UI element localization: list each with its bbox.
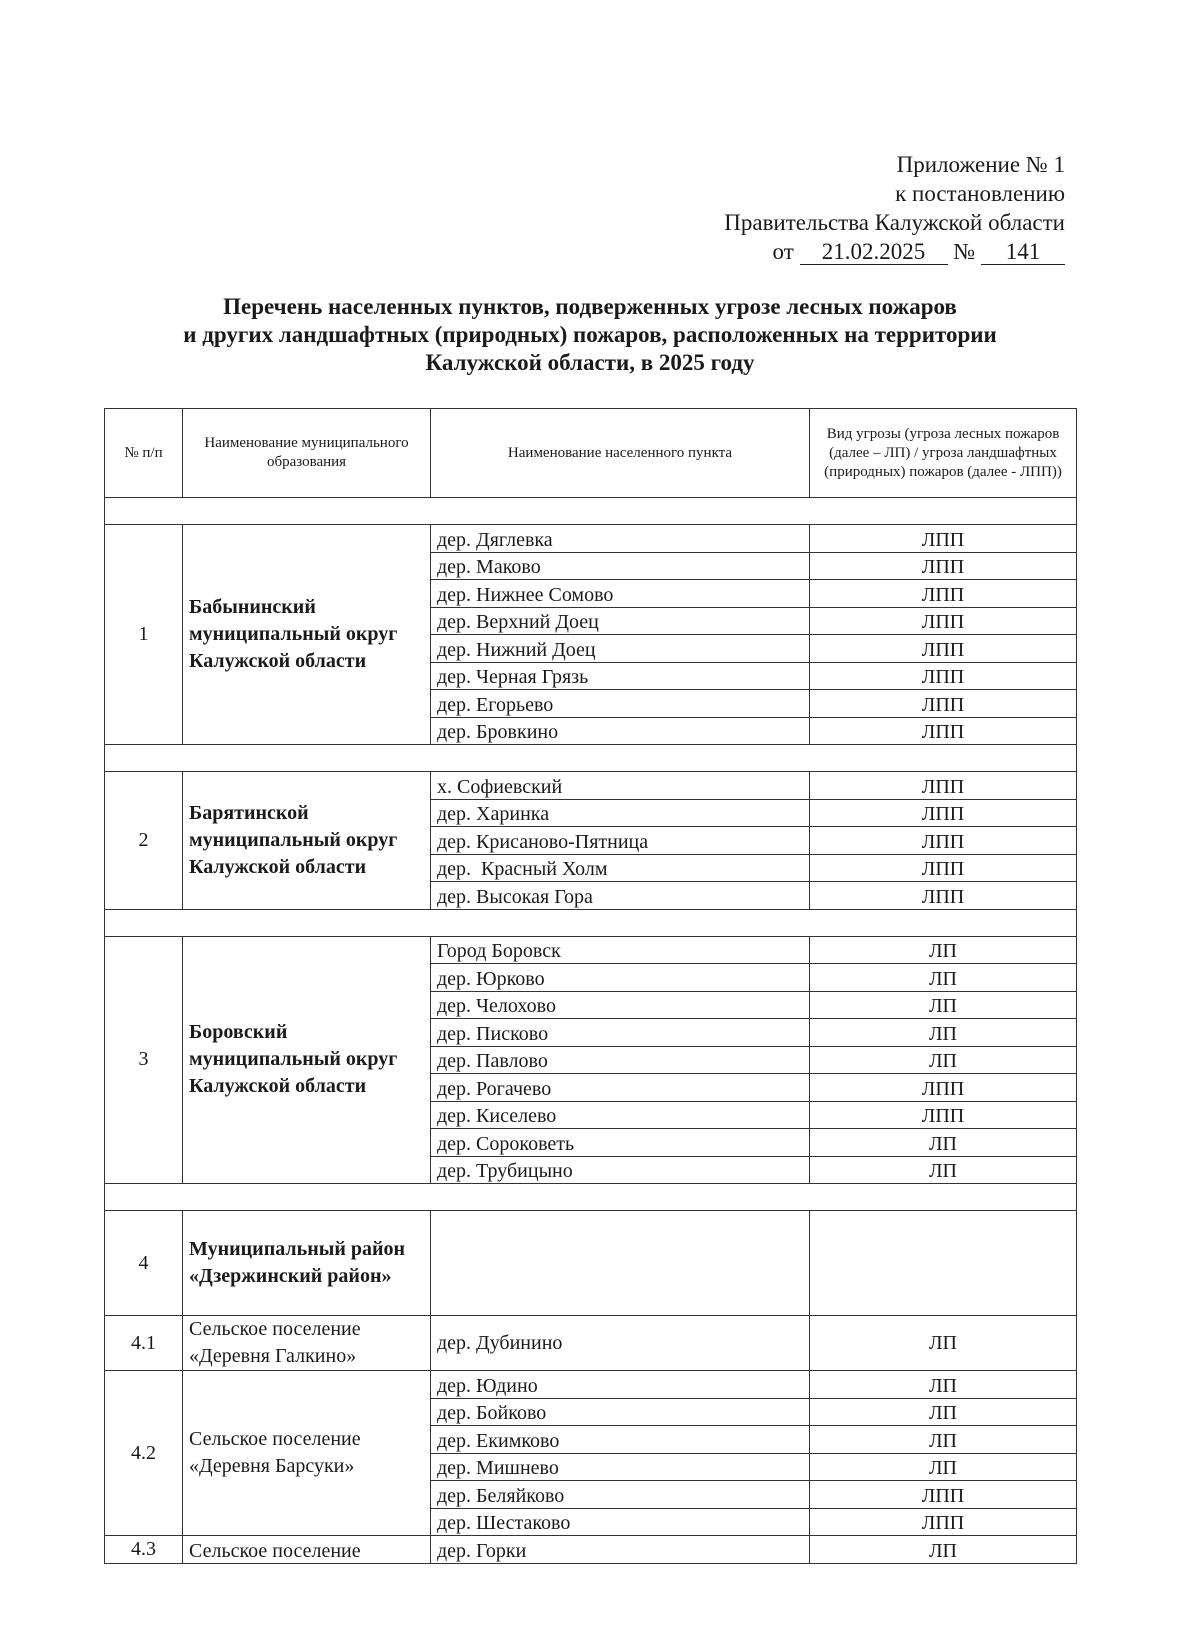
separator-row <box>105 745 1077 772</box>
table-row <box>105 1316 1077 1371</box>
appendix-header <box>724 150 1065 266</box>
settlement-name: дер. Беляйково <box>431 1481 810 1509</box>
municipality-name: Сельское поселение <box>183 1536 431 1564</box>
threat-type: ЛПП <box>810 854 1077 882</box>
threat-type: ЛП <box>810 1426 1077 1454</box>
municipality-name: Барятинской муниципальный округ Калужской области <box>183 772 431 910</box>
separator-cell <box>105 909 1077 936</box>
settlement-name: дер. Юрково <box>431 964 810 992</box>
header-num: № п/п <box>105 409 183 498</box>
threat-type: ЛП <box>810 1019 1077 1047</box>
threat-type: ЛП <box>810 991 1077 1019</box>
threat-type: ЛПП <box>810 1101 1077 1129</box>
decree-number: 141 <box>981 240 1065 265</box>
header-municipality: Наименование муниципального образования <box>183 409 431 498</box>
settlement-name: дер. Шестаково <box>431 1508 810 1536</box>
appendix-authority: Правительства Калужской области <box>724 210 1065 235</box>
header-threat: Вид угрозы (угроза лесных пожаров (далее – ЛП) / угроза ландшафтных (природных) пожаров (далее - ЛПП)) <box>810 409 1077 498</box>
number-label: № <box>953 239 976 264</box>
municipality-name: Сельское поселение «Деревня Барсуки» <box>183 1371 431 1536</box>
threat-type: ЛПП <box>810 827 1077 855</box>
threat-type: ЛПП <box>810 607 1077 635</box>
settlement-name: дер. Бойково <box>431 1398 810 1426</box>
group-number: 4 <box>105 1211 183 1316</box>
threat-type: ЛПП <box>810 1508 1077 1536</box>
threat-type: ЛПП <box>810 580 1077 608</box>
threat-type: ЛП <box>810 1316 1077 1371</box>
settlement-name: дер. Павлово <box>431 1046 810 1074</box>
threat-type: ЛП <box>810 1156 1077 1184</box>
settlement-name: дер. Нижний Доец <box>431 635 810 663</box>
settlement-empty <box>431 1211 810 1316</box>
settlement-name: дер. Челохово <box>431 991 810 1019</box>
municipality-name: Бабынинский муниципальный округ Калужской области <box>183 525 431 745</box>
threat-type: ЛП <box>810 1398 1077 1426</box>
header-settlement: Наименование населенного пункта <box>431 409 810 498</box>
threat-empty <box>810 1211 1077 1316</box>
document-title <box>100 293 1080 377</box>
settlements-table <box>104 408 1077 1564</box>
title-line-1: Перечень населенных пунктов, подверженных угрозе лесных пожаров <box>223 294 957 319</box>
subgroup-number: 4.2 <box>105 1371 183 1536</box>
decree-date: 21.02.2025 <box>800 240 948 265</box>
municipality-name: Боровский муниципальный округ Калужской области <box>183 936 431 1184</box>
threat-type: ЛПП <box>810 662 1077 690</box>
separator-row <box>105 498 1077 525</box>
settlement-name: дер. Бровкино <box>431 717 810 745</box>
settlement-name: дер. Горки <box>431 1536 810 1564</box>
threat-type: ЛПП <box>810 799 1077 827</box>
threat-type: ЛПП <box>810 552 1077 580</box>
settlement-name: дер. Дяглевка <box>431 525 810 553</box>
table-row <box>105 1536 1077 1564</box>
settlement-name: дер. Сороковеть <box>431 1129 810 1157</box>
settlement-name: дер. Черная Грязь <box>431 662 810 690</box>
settlement-name: дер. Крисаново-Пятница <box>431 827 810 855</box>
appendix-ref: к постановлению <box>895 181 1065 206</box>
separator-row <box>105 1184 1077 1211</box>
threat-type: ЛПП <box>810 635 1077 663</box>
table-row <box>105 525 1077 553</box>
settlement-name: дер. Рогачево <box>431 1074 810 1102</box>
settlement-name: дер. Юдино <box>431 1371 810 1399</box>
municipality-name: Сельское поселение «Деревня Галкино» <box>183 1316 431 1371</box>
threat-type: ЛП <box>810 1536 1077 1564</box>
threat-type: ЛПП <box>810 772 1077 800</box>
settlement-name: дер. Екимково <box>431 1426 810 1454</box>
group-number: 1 <box>105 525 183 745</box>
appendix-date-line <box>724 237 1065 266</box>
threat-type: ЛП <box>810 1453 1077 1481</box>
table-header-row <box>105 409 1077 498</box>
settlement-name: дер. Маково <box>431 552 810 580</box>
settlement-name: х. Софиевский <box>431 772 810 800</box>
settlement-name: дер. Трубицыно <box>431 1156 810 1184</box>
subgroup-number: 4.3 <box>105 1536 183 1564</box>
table-row <box>105 1211 1077 1316</box>
table-row <box>105 1371 1077 1399</box>
settlement-name: дер. Нижнее Сомово <box>431 580 810 608</box>
group-number: 2 <box>105 772 183 910</box>
subgroup-number: 4.1 <box>105 1316 183 1371</box>
settlement-name: Город Боровск <box>431 936 810 964</box>
municipality-name: Муниципальный район «Дзержинский район» <box>183 1211 431 1316</box>
settlement-name: дер. Высокая Гора <box>431 882 810 910</box>
settlement-name: дер. Верхний Доец <box>431 607 810 635</box>
from-label: от <box>772 239 794 264</box>
settlement-name: дер. Мишнево <box>431 1453 810 1481</box>
settlement-name: дер. Киселево <box>431 1101 810 1129</box>
threat-type: ЛПП <box>810 690 1077 718</box>
separator-cell <box>105 498 1077 525</box>
threat-type: ЛПП <box>810 1481 1077 1509</box>
separator-cell <box>105 745 1077 772</box>
table-row <box>105 772 1077 800</box>
settlement-name: дер. Красный Холм <box>431 854 810 882</box>
settlement-name: дер. Харинка <box>431 799 810 827</box>
threat-type: ЛП <box>810 1371 1077 1399</box>
settlement-name: дер. Егорьево <box>431 690 810 718</box>
separator-cell <box>105 1184 1077 1211</box>
threat-type: ЛПП <box>810 882 1077 910</box>
threat-type: ЛП <box>810 936 1077 964</box>
group-number: 3 <box>105 936 183 1184</box>
title-line-3: Калужской области, в 2025 году <box>425 350 755 375</box>
title-line-2: и других ландшафтных (природных) пожаров, расположенных на территории <box>183 322 997 347</box>
threat-type: ЛП <box>810 964 1077 992</box>
threat-type: ЛП <box>810 1129 1077 1157</box>
table-row <box>105 936 1077 964</box>
threat-type: ЛП <box>810 1046 1077 1074</box>
threat-type: ЛПП <box>810 1074 1077 1102</box>
threat-type: ЛПП <box>810 525 1077 553</box>
appendix-number: Приложение № 1 <box>896 152 1065 177</box>
settlement-name: дер. Дубинино <box>431 1316 810 1371</box>
threat-type: ЛПП <box>810 717 1077 745</box>
settlement-name: дер. Писково <box>431 1019 810 1047</box>
separator-row <box>105 909 1077 936</box>
